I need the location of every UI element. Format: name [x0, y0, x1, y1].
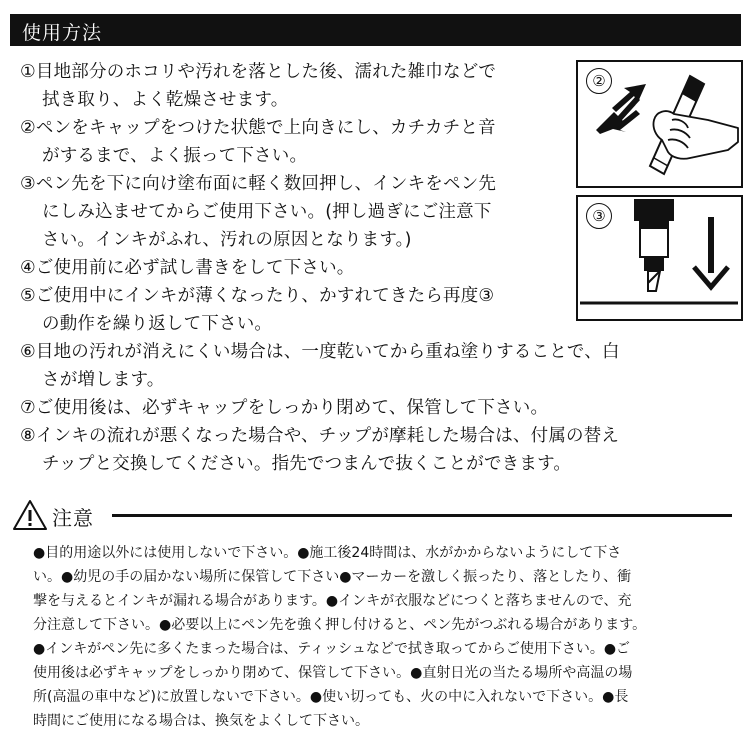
step-number: ⑧ [20, 426, 36, 446]
section-header [10, 14, 741, 46]
step-number: ⑤ [20, 286, 36, 306]
step-text-cont: さが増します。 [42, 370, 165, 390]
step-text-cont: にしみ込ませてからご使用下さい。(押し過ぎにご注意下 [42, 202, 492, 222]
caution-line: 所(高温の車中など)に放置しないで下さい。●使い切っても、火の中に入れないで下さい。●長 [33, 689, 629, 705]
instruction-step-6 [20, 338, 720, 394]
step-number: ① [20, 62, 36, 82]
caution-line: い。●幼児の手の届かない場所に保管して下さい●マーカーを激しく振ったり、落としたり、衝 [33, 569, 632, 585]
step-text-cont: がするまで、よく振って下さい。 [42, 146, 308, 166]
step-text-cont: チップと交換してください。指先でつまんで抜くことができます。 [42, 454, 572, 474]
step-text: 目地の汚れが消えにくい場合は、一度乾いてから重ね塗りすることで、白 [35, 342, 620, 362]
step-text-cont: 拭き取り、よく乾燥させます。 [42, 90, 289, 110]
caution-line: 使用後は必ずキャップをしっかり閉めて、保管して下さい。●直射日光の当たる場所や高温の場 [33, 665, 633, 681]
figure-number: ② [586, 68, 612, 94]
figure-press-pen [576, 195, 743, 321]
caution-line: 撃を与えるとインキが漏れる場合があります。●インキが衣服などにつくと落ちませんので、充 [33, 593, 632, 609]
step-number: ② [20, 118, 36, 138]
step-text: ご使用後は、必ずキャップをしっかり閉めて、保管して下さい。 [35, 398, 549, 418]
step-text: ご使用前に必ず試し書きをして下さい。 [35, 258, 355, 278]
figure-shake-pen [576, 60, 743, 188]
step-text: ご使用中にインキが薄くなったり、かすれてきたら再度③ [35, 286, 495, 306]
caution-line: ●目的用途以外には使用しないで下さい。●施工後24時間は、水がかからないようにして下さ [33, 545, 622, 561]
step-number: ④ [20, 258, 36, 278]
caution-line: 時間にご使用になる場合は、換気をよくして下さい。 [33, 713, 369, 729]
caution-line: ●インキがペン先に多くたまった場合は、ティッシュなどで拭き取ってからご使用下さい。●ご [33, 641, 631, 657]
section-title: 使用方法 [22, 22, 103, 44]
step-text: 目地部分のホコリや汚れを落とした後、濡れた雑巾などで [35, 62, 497, 82]
step-text-cont: の動作を繰り返して下さい。 [42, 314, 273, 334]
caution-divider [112, 514, 732, 517]
step-text: ペン先を下に向け塗布面に軽く数回押し、インキをペン先 [35, 174, 497, 194]
caution-line: 分注意して下さい。●必要以上にペン先を強く押し付けると、ペン先がつぶれる場合があります。 [33, 617, 647, 633]
caution-header [12, 498, 742, 534]
down-arrow-icon [694, 217, 728, 287]
pen-tip-icon [634, 199, 674, 291]
step-text: インキの流れが悪くなった場合や、チップが摩耗した場合は、付属の替え [35, 426, 620, 446]
warning-triangle-icon [12, 498, 48, 532]
step-number: ③ [20, 174, 36, 194]
figure-number: ③ [586, 203, 612, 229]
step-number: ⑦ [20, 398, 36, 418]
step-text: ペンをキャップをつけた状態で上向きにし、カチカチと音 [35, 118, 496, 138]
instruction-step-8 [20, 422, 720, 478]
caution-title: 注意 [52, 506, 94, 530]
step-number: ⑥ [20, 342, 36, 362]
instruction-step-7 [20, 394, 720, 422]
step-text-cont: さい。インキがふれ、汚れの原因となります。) [42, 230, 412, 250]
caution-text [33, 541, 723, 733]
